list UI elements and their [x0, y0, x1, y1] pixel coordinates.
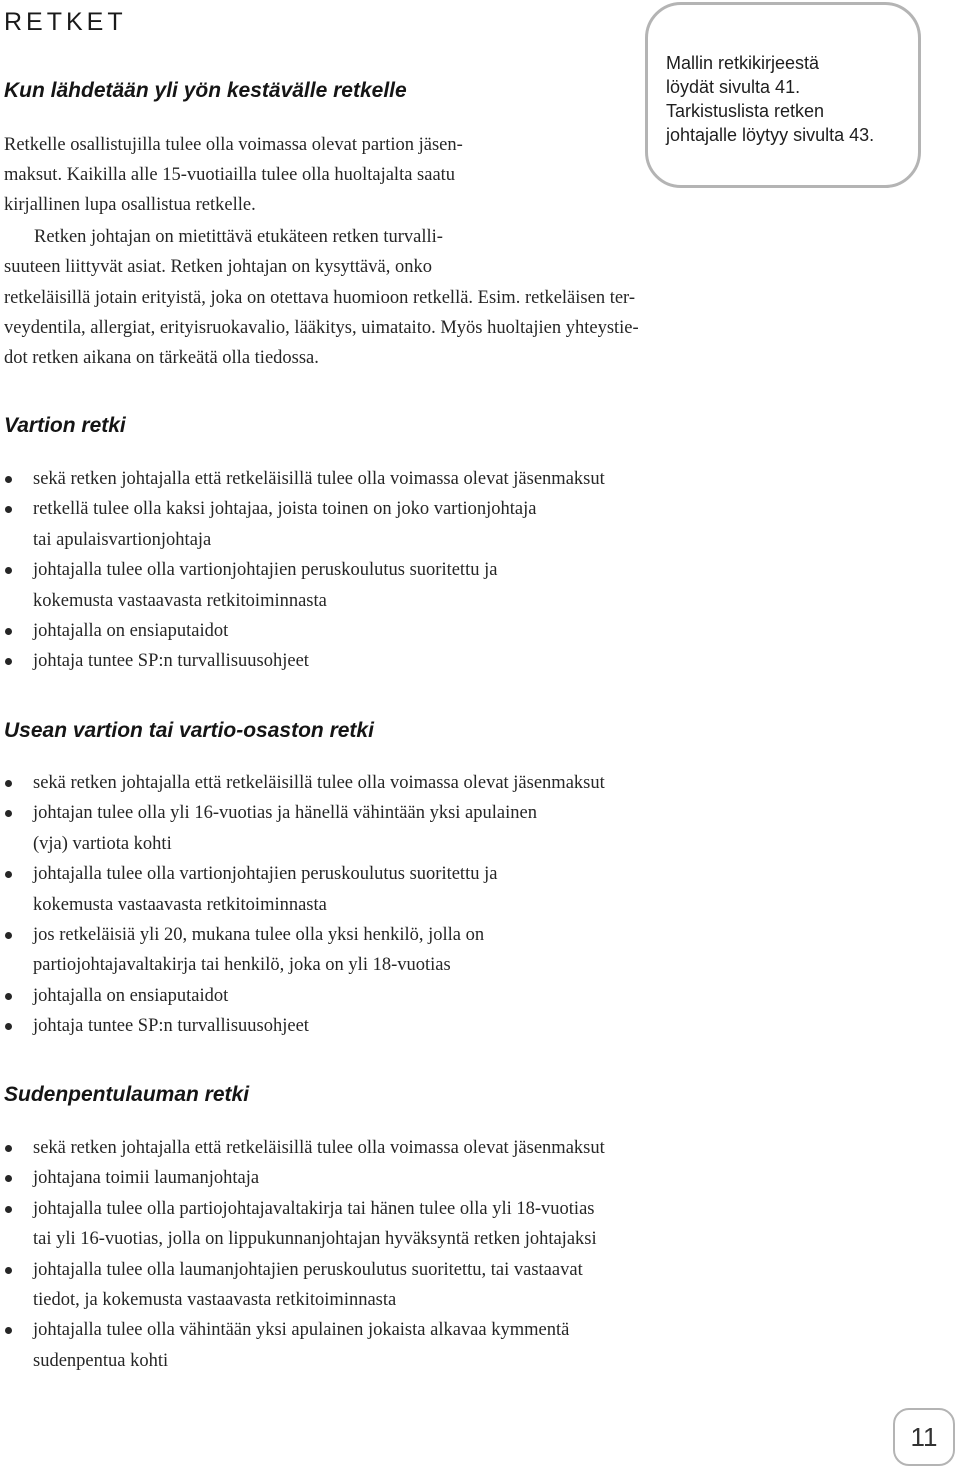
- list-item: johtajalla tulee olla vartionjohtajien peruskoulutus suoritettu ja kokemusta vastaavasta retkitoiminnasta: [0, 859, 605, 920]
- list-item: johtaja tuntee SP:n turvallisuusohjeet: [0, 646, 605, 676]
- list-item: johtajana toimii laumanjohtaja: [0, 1163, 605, 1193]
- bullet-icon: [5, 1267, 12, 1274]
- list-item: johtajalla tulee olla partiojohtajavaltakirja tai hänen tulee olla yli 18-vuotias tai yli 16-vuotias, jolla on lippukunnanjohtajan hyväksyntä retken johtajaksi: [0, 1194, 605, 1255]
- list-item: johtajalla tulee olla laumanjohtajien peruskoulutus suoritettu, tai vastaavat tiedot, ja kokemusta vastaavasta retkitoiminnasta: [0, 1255, 605, 1316]
- bullet-icon: [5, 993, 12, 1000]
- list-item: johtajalla tulee olla vartionjohtajien peruskoulutus suoritettu ja kokemusta vastaavasta retkitoiminnasta: [0, 555, 605, 616]
- bullet-list-vartion-retki: [0, 464, 605, 677]
- intro-line: veydentila, allergiat, erityisruokavalio, lääkitys, uimataito. Myös huoltajien yhteystie-: [4, 318, 639, 338]
- list-item: sekä retken johtajalla että retkeläisillä tulee olla voimassa olevat jäsenmaksut: [0, 464, 605, 494]
- bullet-icon: [5, 1023, 12, 1030]
- bullet-icon: [5, 932, 12, 939]
- bullet-icon: [5, 658, 12, 665]
- section-title-usean-vartion-retki: Usean vartion tai vartio-osaston retki: [4, 719, 374, 742]
- callout-line: Mallin retkikirjeestä: [666, 53, 820, 73]
- list-item: johtajalla on ensiaputaidot: [0, 616, 605, 646]
- list-item: johtaja tuntee SP:n turvallisuusohjeet: [0, 1011, 605, 1041]
- bullet-icon: [5, 476, 12, 483]
- bullet-list-usean-vartion-retki: [0, 768, 605, 1042]
- intro-line: Retkelle osallistujilla tulee olla voimassa olevat partion jäsen-: [4, 135, 463, 155]
- bullet-icon: [5, 567, 12, 574]
- list-item: sekä retken johtajalla että retkeläisillä tulee olla voimassa olevat jäsenmaksut: [0, 768, 605, 798]
- list-item: johtajan tulee olla yli 16-vuotias ja hänellä vähintään yksi apulainen (vja) vartiota kohti: [0, 798, 605, 859]
- bullet-icon: [5, 628, 12, 635]
- page-number: 11: [893, 1408, 955, 1466]
- section-header: RETKET: [4, 8, 127, 36]
- intro-line: kirjallinen lupa osallistua retkelle.: [4, 195, 256, 215]
- bullet-icon: [5, 506, 12, 513]
- intro-title: Kun lähdetään yli yön kestävälle retkelle: [4, 79, 407, 102]
- intro-line: suuteen liittyvät asiat. Retken johtajan on kysyttävä, onko: [4, 257, 432, 277]
- bullet-icon: [5, 1327, 12, 1334]
- callout-line: löydät sivulta 41.: [666, 77, 801, 97]
- list-item: retkellä tulee olla kaksi johtajaa, joista toinen on joko vartionjohtaja tai apulaisvartionjohtaja: [0, 494, 605, 555]
- bullet-icon: [5, 1175, 12, 1182]
- list-item: johtajalla tulee olla vähintään yksi apulainen jokaista alkavaa kymmentä sudenpentua kohti: [0, 1315, 605, 1376]
- intro-line: retkeläisillä jotain erityistä, joka on otettava huomioon retkellä. Esim. retkeläisen ter-: [4, 288, 635, 308]
- bullet-icon: [5, 871, 12, 878]
- bullet-icon: [5, 1206, 12, 1213]
- list-item: johtajalla on ensiaputaidot: [0, 981, 605, 1011]
- intro-line: maksut. Kaikilla alle 15-vuotiailla tulee olla huoltajalta saatu: [4, 165, 456, 185]
- callout-line: Tarkistuslista retken: [666, 101, 825, 121]
- bullet-icon: [5, 810, 12, 817]
- list-item: sekä retken johtajalla että retkeläisillä tulee olla voimassa olevat jäsenmaksut: [0, 1133, 605, 1163]
- intro-line: dot retken aikana on tärkeätä olla tiedossa.: [4, 348, 319, 368]
- section-title-vartion-retki: Vartion retki: [4, 414, 126, 437]
- callout-line: johtajalle löytyy sivulta 43.: [666, 125, 875, 145]
- bullet-icon: [5, 1145, 12, 1152]
- section-title-sudenpentulauman-retki: Sudenpentulauman retki: [4, 1083, 250, 1106]
- bullet-list-sudenpentulauman-retki: [0, 1133, 605, 1376]
- callout-box: [645, 2, 921, 188]
- list-item: jos retkeläisiä yli 20, mukana tulee olla yksi henkilö, jolla on partiojohtajavaltakirja tai henkilö, joka on yli 18-vuotias: [0, 920, 605, 981]
- intro-line: Retken johtajan on mietittävä etukäteen retken turvalli-: [34, 227, 443, 247]
- bullet-icon: [5, 780, 12, 787]
